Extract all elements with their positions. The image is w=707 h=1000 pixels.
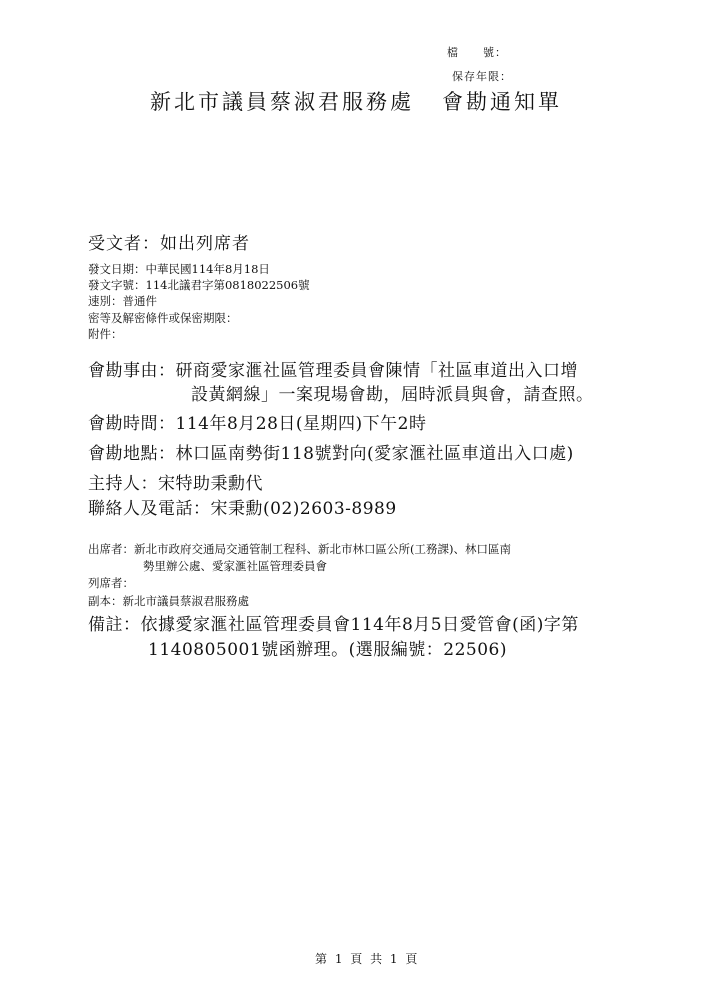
attendees-line-2: 勢里辦公處、愛家滙社區管理委員會: [143, 559, 327, 573]
attachments: 附件：: [88, 327, 123, 341]
issue-date: 發文日期：中華民國114年8月18日: [88, 262, 270, 276]
subject-line-2: 設黃網線」一案現場會勘，屆時派員與會，請查照。: [191, 385, 594, 405]
observers: 列席者：: [88, 576, 134, 590]
delivery-speed: 速別：普通件: [88, 294, 157, 308]
office-name: 新北市議員蔡淑君服務處: [150, 90, 414, 114]
note-line-2: 1140805001號函辦理。(選服編號：22506): [148, 640, 508, 660]
subject-line-1: 會勘事由：研商愛家滙社區管理委員會陳情「社區車道出入口增: [88, 361, 578, 381]
copy-to: 副本：新北市議員蔡淑君服務處: [88, 594, 249, 608]
document-title: [150, 86, 562, 116]
file-number-label: 檔 號：: [447, 46, 507, 59]
reference-number: 發文字號：114北議君字第0818022506號: [88, 278, 310, 292]
recipient-line: 受文者：如出列席者: [88, 234, 250, 254]
document-type: 會勘通知單: [442, 90, 562, 114]
retention-period-label: 保存年限：: [452, 70, 512, 83]
security-classification: 密等及解密條件或保密期限：: [88, 311, 238, 325]
inspection-place: 會勘地點：林口區南勢街118號對向(愛家滙社區車道出入口處): [88, 444, 574, 464]
note-line-1: 備註：依據愛家滙社區管理委員會114年8月5日愛管會(函)字第: [88, 615, 579, 635]
inspection-time: 會勘時間：114年8月28日(星期四)下午2時: [88, 414, 427, 434]
attendees-line-1: 出席者：新北市政府交通局交通管制工程科、新北市林口區公所(工務課)、林口區南: [88, 542, 511, 556]
page-number: 第 1 頁 共 1 頁: [315, 952, 420, 966]
contact-info: 聯絡人及電話：宋秉勳(02)2603-8989: [88, 499, 397, 519]
host: 主持人：宋特助秉勳代: [88, 474, 263, 494]
